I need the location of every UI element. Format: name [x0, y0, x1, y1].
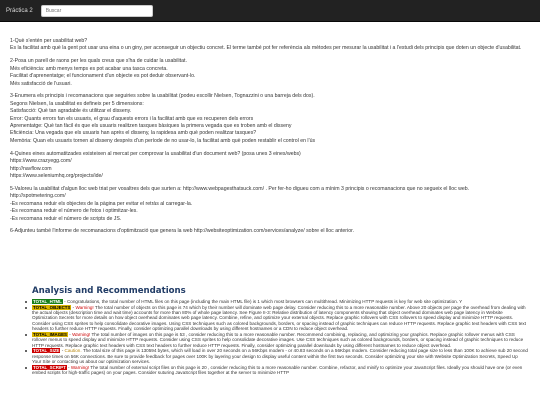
main-content [0, 38, 540, 236]
answer-line: http://navflow.com [10, 165, 52, 172]
answer-line: https://www.seleniumhq.org/projects/ide/ [10, 173, 103, 179]
analysis-report [22, 286, 528, 376]
metric-tag: TOTAL_SCRIPT [33, 364, 66, 370]
recommendation-item: TOTAL_HTML - Congratulations, the total number of HTML files on this page (including the main HTML file) is 1 which most browsers can multithread. Minimizing HTTP requests is key for web site optimization. Y [22, 299, 528, 304]
answer-line: http://spotmetering.com/ [10, 193, 66, 200]
answer-line: -Es recomana reduir el número de scripts de JS. [10, 215, 122, 222]
metric-tag: TOTAL_HTML [33, 299, 62, 304]
metric-tag: TOTAL_IMAGES [33, 331, 67, 337]
answer-line: Facilitat d'aprenentatge; el funcionament d'un objecte es pot deduir observant-lo. [10, 73, 196, 80]
question-heading: 6-Adjunteu també l'informe de recomanacions d'optimització que genera la web http://websiteoptimization.com/services/analyze/ sobre el lloc anterior. [10, 228, 354, 235]
question-block [10, 186, 540, 223]
navbar-brand[interactable]: Práctica 2 [6, 7, 33, 14]
recommendation-text: , the total number of HTML files on this page (including the main HTML file) is 1 which most browsers can multithread. Minimizing HTTP requests is key for web site optimization. Y [99, 299, 463, 304]
report-title: Analysis and Recommendations [32, 286, 186, 296]
recommendation-list [22, 299, 528, 376]
status-label: Warning! [75, 304, 94, 310]
bullet-icon [25, 334, 27, 336]
bullet-icon [25, 350, 27, 352]
answer-line: Eficiència: Una vegada que els usuaris han après el disseny, la rapidesa amb què poden realitzar tasques? [10, 130, 257, 137]
answer-line: Segons Nielsen, la usabilitat es defineix per 5 dimensions: [10, 100, 144, 107]
answer-line: Més eficiència: amb menys temps es pot acabar una tasca concreta. [10, 65, 168, 72]
question-block [10, 93, 540, 145]
recommendation-text: The total number of images on this page is 53 , consider reducing this to a more reasonable number. Recommend combining, replacing, and optimizing your graphics. Replace graphic rollover menus with CSS rollover menus to speed display and minimize HTTP requests. Consider using CSS sprites to help consolidate decorative images. Use CSS techniques such as colored backgrounds, borders, or spacing instead of graphic techniques to reduce HTTP requests. Replace graphic text headers with CSS text headers to further reduce HTTP requests. Finally, consider optimizing parallel downloads by using different hostnames to reduce object overhead. [32, 331, 524, 348]
bullet-icon [25, 307, 27, 309]
question-block [10, 58, 540, 88]
question-heading: 2-Posa un parell de raons per les quals creus que s'ha de cuidar la usabilitat. [10, 58, 187, 65]
status-label: Warning! [70, 364, 90, 370]
recommendation-text: The total size of this page is 130594 bytes, which will load in over 20 seconds on a 56Kbps modem - or 40.83 seconds on a 56Kbps modem. Consider reducing total page size to less than 100K to achieve sub 20 second response times on 56K connections. Be sure to provide feedback for pages over 100K by layering your design to display useful content within the first two seconds. Consider optimizing your site with Website Optimization Secrets, Speed Up Your Site or contacting us about our optimization services. [32, 348, 528, 365]
question-heading: 3-Enumera els principis i recomanacions que seguiries sobre la usabilitat (podeu escollir Nielsen, Tognazzini o una barreja dels dos). [10, 93, 315, 100]
status-label: Caution. [64, 348, 82, 354]
answer-line: https://www.crazyegg.com/ [10, 158, 72, 165]
status-label: Warning! [72, 331, 91, 337]
metric-tag: TOTAL_SIZE [33, 348, 60, 354]
question-heading: 4-Quines eines automatitzades existeixen al mercat per comprovar la usabilitat d'un document web? (posa unes 3 eines/webs) [10, 150, 301, 157]
status-label: Congratulations [66, 299, 100, 304]
question-block [10, 151, 540, 181]
answer-line: Satisfacció: Què tan agradable és utilitzar el disseny. [10, 108, 132, 115]
answer-line: Es la facilitat amb què la gent pot usar una eina o un giny, per aconseguir un objectiu concret. El terme també pot fer referència als mètodes per mesurar la usabilitat i a l'estudi dels principis que doten un objecte d'usabilitat. [10, 45, 522, 52]
answer-line: Memòria: Quan els usuaris tornen al disseny després d'un període de no usar-lo, la facilitat amb què poden restablir el control en l'ús [10, 137, 316, 144]
answer-line: -Es recomana reduir els objectes de la pàgina per evitar el retràs al carregar-la. [10, 200, 193, 207]
question-heading: 5-Valoreu la usabilitat d'algun lloc web triat per vosaltres dels que surten a: http://www.webpagesthatsuck.com/ . Per fer-ho digueu com a mínim 3 principis o recomanacions que no segueix el lloc web. [10, 185, 470, 192]
answer-line: -Es recomana reduir el número de fotos i optimitzar-les. [10, 208, 138, 215]
question-block [10, 38, 540, 53]
search-input[interactable] [41, 5, 153, 17]
top-navbar [0, 0, 540, 22]
answer-line: Més satisfacció de l'usuari. [10, 80, 72, 87]
recommendation-text: The total number of objects on this page is 74 which by their number will dominate web page delay. Consider reducing this to a more reasonable number. Above 20 objects per page the overhead from dealing with the actual objects (description time and wait time) accounts for more than 80% of whole page latency. See Figure II-3: Relative distribution of latency components showing that object overhead dominates web page latency in Website Optimization Secrets for more details on how object overhead dominates web page latency. Combine, refine, and optimize your external objects. Replace graphic rollovers with CSS rollovers to speed display and minimize HTTP requests. Consider using CSS sprites to help consolidate decorative images. Using CSS techniques such as colored backgrounds, borders, or spacing instead of graphic techniques can reduce HTTP requests. Replace graphic text headers with CSS text headers to further reduce HTTP requests. Finally, consider optimizing parallel downloads by using different hostnames or a CDN to reduce object overhead. [32, 304, 527, 332]
bullet-icon [25, 301, 27, 303]
bullet-icon [25, 367, 27, 369]
question-heading: 1-Què s'entén per usabilitat web? [10, 38, 88, 44]
recommendation-item: TOTAL_SCRIPT - Warning! The total number of external script files on this page is 20 , consider reducing this to a more reasonable number. Combine, refactor, and minify to optimize your JavaScript files. Ideally you should have one (or even embed scripts for high-traffic pages) on your pages. Consider suturing JavaScript files together at the server to minimize HTTP [22, 365, 528, 376]
recommendation-item: TOTAL_SIZE - Caution. The total size of this page is 130594 bytes, which will load in over 20 seconds on a 56Kbps modem - or 40.83 seconds on a 56Kbps modem. Consider reducing total page size to less than 100K to achieve sub 20 second response times on 56K connections. Be sure to provide feedback for pages over 100K by layering your design to display useful content within the first two seconds. Consider optimizing your site with Website Optimization Secrets, Speed Up Your Site or contacting us about our optimization services. [22, 348, 528, 364]
metric-tag: TOTAL_OBJECTS [33, 304, 71, 310]
question-block [10, 228, 540, 235]
answer-line: Aprenentatge: Què tan fàcil és que els usuaris realitzen tasques bàsiques la primera vegada que es troben amb el disseny [10, 123, 292, 130]
recommendation-item: TOTAL_IMAGES - Warning! The total number of images on this page is 53 , consider reducing this to a more reasonable number. Recommend combining, replacing, and optimizing your graphics. Replace graphic rollover menus with CSS rollover menus to speed display and minimize HTTP requests. Consider using CSS sprites to help consolidate decorative images. Use CSS techniques such as colored backgrounds, borders, or spacing instead of graphic techniques to reduce HTTP requests. Replace graphic text headers with CSS text headers to further reduce HTTP requests. Finally, consider optimizing parallel downloads by using different hostnames to reduce object overhead. [22, 332, 528, 348]
recommendation-item: TOTAL_OBJECTS - Warning! The total number of objects on this page is 74 which by their number will dominate web page delay. Consider reducing this to a more reasonable number. Above 20 objects per page the overhead from dealing with the actual objects (description time and wait time) accounts for more than 80% of whole page latency. See Figure II-3: Relative distribution of latency components showing that object overhead dominates web page latency in Website Optimization Secrets for more details on how object overhead dominates web page latency. Combine, refine, and optimize your external objects. Replace graphic rollovers with CSS rollovers to speed display and minimize HTTP requests. Consider using CSS sprites to help consolidate decorative images. Using CSS techniques such as colored backgrounds, borders, or spacing instead of graphic techniques can reduce HTTP requests. Replace graphic text headers with CSS text headers to further reduce HTTP requests. Finally, consider optimizing parallel downloads by using different hostnames or a CDN to reduce object overhead. [22, 305, 528, 331]
recommendation-text: The total number of external script files on this page is 20 , consider reducing this to a more reasonable number. Combine, refactor, and minify to optimize your JavaScript files. Ideally you should have one (or even embed scripts for high-traffic pages) on your pages. Consider suturing JavaScript files together at the server to minimize HTTP [32, 364, 523, 376]
answer-line: Error: Quants errors fan els usuaris, el grau d'aquests errors i la facilitat amb que es recuperen dels errors [10, 115, 254, 122]
